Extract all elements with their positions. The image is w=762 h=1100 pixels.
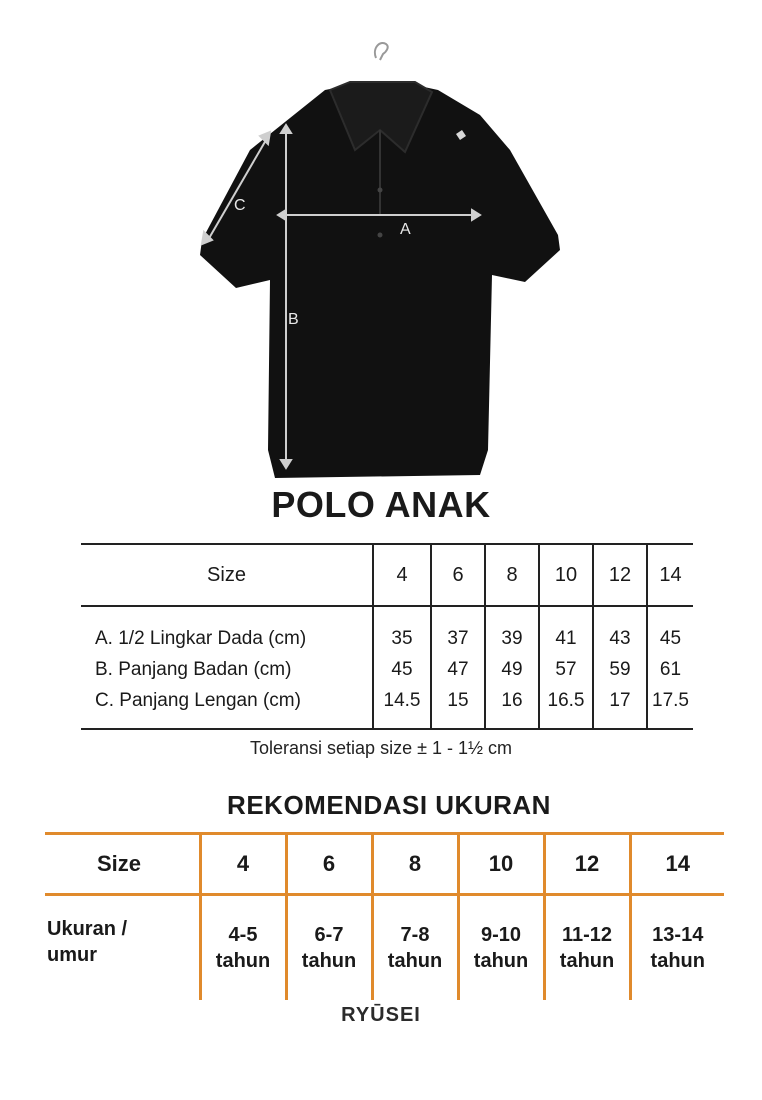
- table-row: [45, 895, 724, 1001]
- row-label: B. Panjang Badan (cm): [95, 658, 292, 680]
- size-header-cell: 4: [373, 544, 431, 606]
- age-range: 13-14: [652, 924, 704, 946]
- polo-shirt-illustration: [180, 30, 580, 490]
- rec-row-label: [45, 895, 200, 1001]
- table-cell: 17.5: [647, 685, 693, 729]
- table-cell: 14.5: [373, 685, 431, 729]
- table-row: [81, 685, 693, 729]
- rec-header-label: Size: [45, 834, 200, 895]
- age-cell: [200, 895, 286, 1001]
- rec-row-label-line: Ukuran /: [47, 918, 128, 940]
- table-cell: 15: [431, 685, 485, 729]
- age-range: 6-7: [314, 924, 344, 946]
- row-label: C. Panjang Lengan (cm): [81, 685, 373, 729]
- label-b: B: [288, 311, 299, 328]
- rec-size-cell: 8: [372, 834, 458, 895]
- age-unit: tahun: [650, 950, 705, 972]
- brand-logo: RYŪSEI: [341, 1004, 421, 1026]
- age-cell: [286, 895, 372, 1001]
- age-unit: tahun: [215, 950, 271, 972]
- recommendation-header-row: [45, 834, 724, 895]
- hanger-icon: [375, 43, 388, 60]
- table-cell: 61: [647, 654, 693, 685]
- size-header-label: Size: [81, 544, 373, 606]
- label-c: C: [234, 197, 246, 214]
- table-cell: 45: [373, 654, 431, 685]
- rec-size-cell: 12: [544, 834, 630, 895]
- table-cell: 49: [485, 654, 539, 685]
- table-cell: 59: [593, 654, 647, 685]
- table-cell: 41: [539, 606, 593, 654]
- table-cell: 45: [647, 606, 693, 654]
- age-unit: tahun: [559, 950, 615, 972]
- tolerance-note: Toleransi setiap size ± 1 - 1½ cm: [250, 738, 512, 758]
- rec-size-cell: 4: [200, 834, 286, 895]
- size-chart-header-row: [81, 544, 693, 606]
- table-cell: 43: [593, 606, 647, 654]
- age-range: 9-10: [480, 924, 522, 946]
- row-label: A. 1/2 Lingkar Dada (cm): [95, 627, 307, 649]
- table-row: [81, 606, 693, 654]
- age-unit: tahun: [387, 950, 443, 972]
- table-cell: 16: [485, 685, 539, 729]
- polo-shirt-diagram: [180, 30, 580, 490]
- age-range: 7-8: [400, 924, 430, 946]
- age-unit: tahun: [473, 950, 529, 972]
- age-cell: [544, 895, 630, 1001]
- size-header-cell: 14: [647, 544, 693, 606]
- size-header-cell: 10: [539, 544, 593, 606]
- age-cell: [372, 895, 458, 1001]
- table-cell: 39: [485, 606, 539, 654]
- table-cell: 35: [373, 606, 431, 654]
- size-header-cell: 6: [431, 544, 485, 606]
- table-cell: 17: [593, 685, 647, 729]
- page-title: POLO ANAK: [271, 484, 491, 525]
- size-chart-table: [81, 543, 693, 730]
- age-unit: tahun: [301, 950, 357, 972]
- size-header-cell: 8: [485, 544, 539, 606]
- rec-row-label-line: umur: [47, 944, 97, 966]
- rec-size-cell: 6: [286, 834, 372, 895]
- table-cell: 37: [431, 606, 485, 654]
- age-range: 11-12: [561, 924, 613, 946]
- table-cell: 16.5: [539, 685, 593, 729]
- table-row: [81, 654, 693, 685]
- rec-size-cell: 14: [630, 834, 724, 895]
- table-cell: 47: [431, 654, 485, 685]
- label-a: A: [400, 221, 411, 238]
- age-cell: [458, 895, 544, 1001]
- age-range: 4-5: [228, 924, 258, 946]
- recommendation-title: REKOMENDASI UKURAN: [227, 790, 551, 820]
- recommendation-table: [45, 832, 724, 1000]
- table-cell: 57: [539, 654, 593, 685]
- size-header-cell: 12: [593, 544, 647, 606]
- age-cell: [630, 895, 724, 1001]
- rec-size-cell: 10: [458, 834, 544, 895]
